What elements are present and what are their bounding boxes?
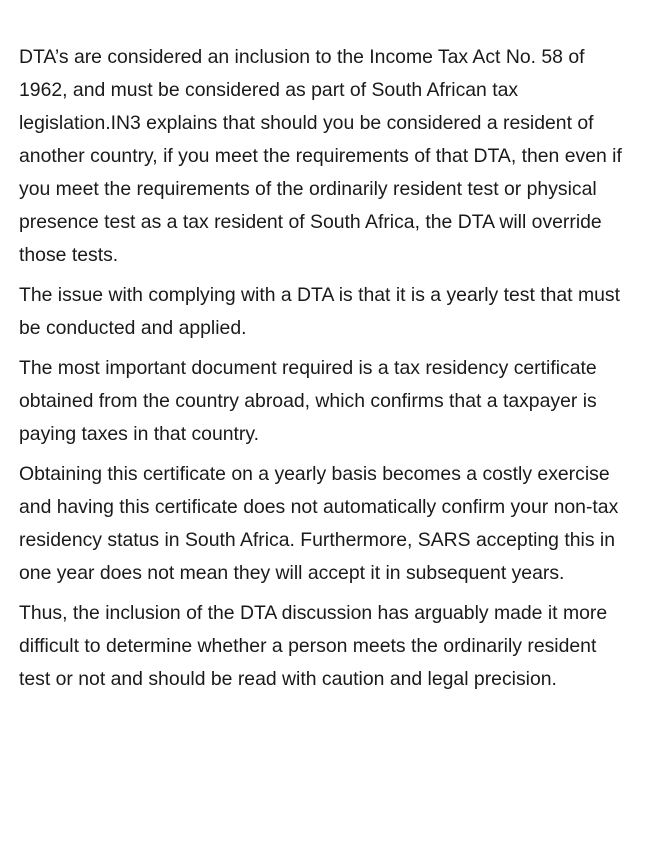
paragraph-yearly-test: The issue with complying with a DTA is that it is a yearly test that must be conducted and applied. bbox=[19, 284, 620, 339]
paragraph-conclusion: Thus, the inclusion of the DTA discussion has arguably made it more difficult to determine whether a person meets the ordinarily resident test or not and should be read with caution and legal precision. bbox=[19, 602, 608, 690]
paragraph-dta-inclusion: DTA’s are considered an inclusion to the Income Tax Act No. 58 of 1962, and must be considered as part of South African tax legislation.IN3 explains that should you be considered a resident of another country, if you meet the requirements of that DTA, then even if you meet the requirements of the ordinarily resident test or physical presence test as a tax resident of South Africa, the DTA will override those tests. bbox=[19, 46, 622, 266]
paragraph-certificate-cost: Obtaining this certificate on a yearly basis becomes a costly exercise and having this certificate does not automatically confirm your non-tax residency status in South Africa. Furthermore, SARS accepting this in one year does not mean they will accept it in subsequent years. bbox=[19, 463, 619, 584]
paragraph-residency-certificate: The most important document required is a tax residency certificate obtained from the country abroad, which confirms that a taxpayer is paying taxes in that country. bbox=[19, 357, 597, 445]
